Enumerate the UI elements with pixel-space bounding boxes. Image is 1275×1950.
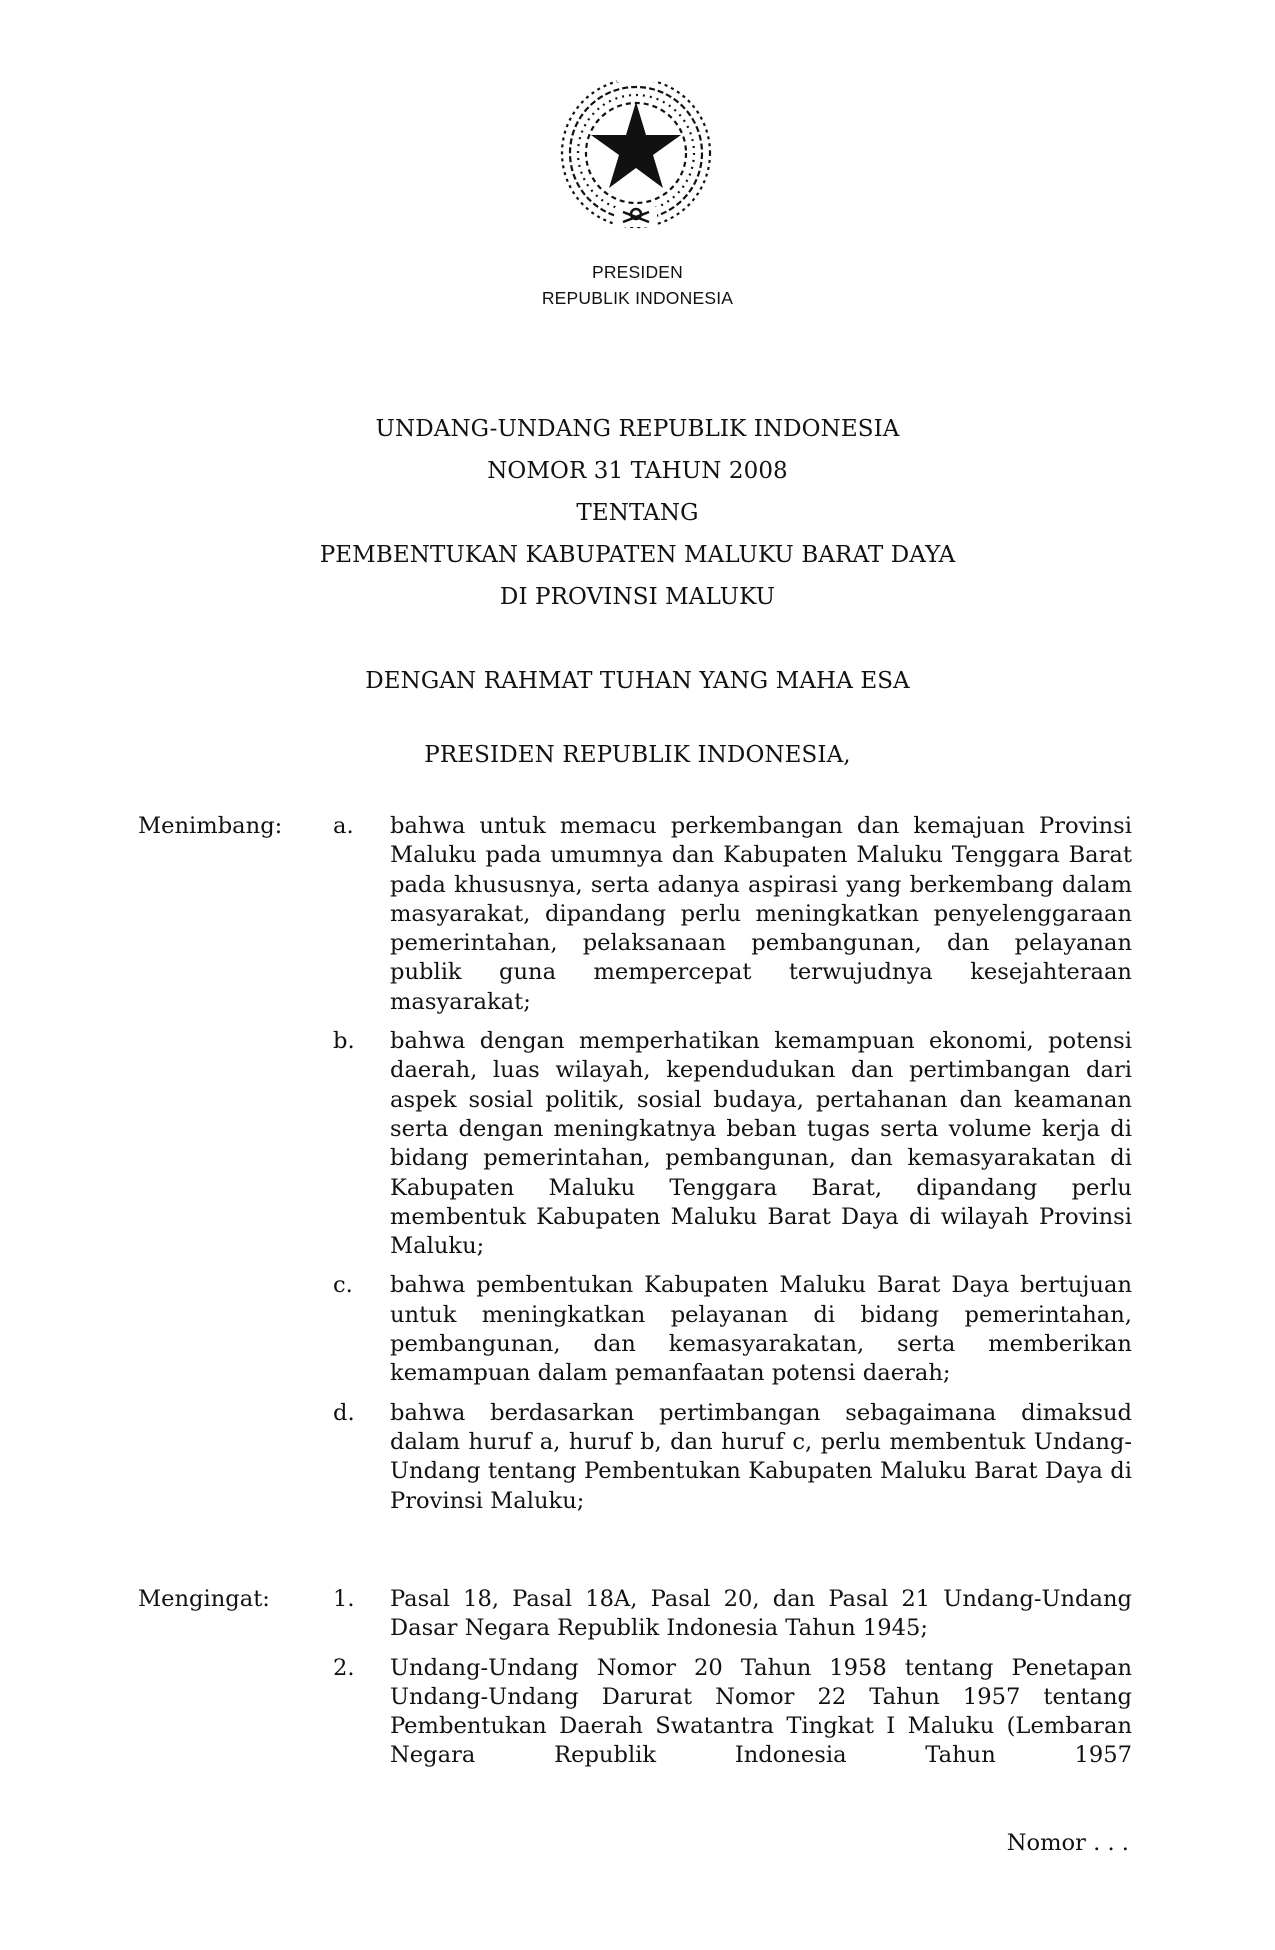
mengingat-item-2 (138, 1654, 1138, 1771)
title-number: NOMOR 31 TAHUN 2008 (487, 458, 788, 484)
item-text: bahwa pembentukan Kabupaten Maluku Barat Daya bertujuan untuk meningkatkan pelayanan di bidang pemerintahan, pembangunan, dan kemasyarakatan, serta memberikan kemampuan dalam pemanfaatan potensi daerah; (390, 1272, 1132, 1387)
letterhead-republic: REPUBLIK INDONESIA (541, 288, 734, 308)
menimbang-item-d (138, 1399, 1138, 1516)
item-marker: a. (333, 813, 354, 839)
item-marker: 2. (333, 1654, 355, 1681)
mengingat-section (138, 1585, 1138, 1781)
item-text: bahwa berdasarkan pertimbangan sebagaimana dimaksud dalam huruf a, huruf b, dan huruf c, perlu membentuk Undang-Undang tentang Pembentukan Kabupaten Maluku Barat Daya di Provinsi Maluku; (390, 1399, 1132, 1514)
page-continuation: Nomor . . . (1006, 1830, 1129, 1856)
item-text: Undang-Undang Nomor 20 Tahun 1958 tentang Penetapan Undang-Undang Darurat Nomor 22 Tahun 1957 tentang Pembentukan Daerah Swatantra Tingkat I Maluku (Lembaran Negara Republik Indonesia Tahun 1957 (390, 1654, 1132, 1769)
mengingat-item-1 (138, 1585, 1138, 1644)
item-marker: c. (333, 1272, 353, 1299)
title-about: TENTANG (576, 500, 699, 526)
title-province: DI PROVINSI MALUKU (499, 584, 776, 610)
garuda-star-wreath-emblem-icon (555, 72, 717, 234)
title-subject: PEMBENTUKAN KABUPATEN MALUKU BARAT DAYA (319, 542, 956, 568)
mengingat-label: Mengingat: (138, 1586, 270, 1612)
item-marker: d. (333, 1399, 355, 1426)
item-marker: 1. (333, 1586, 355, 1612)
menimbang-item-c (138, 1271, 1138, 1388)
menimbang-item-b (138, 1027, 1138, 1261)
item-marker: b. (333, 1028, 355, 1055)
menimbang-item-a (138, 812, 1138, 1017)
president-heading: PRESIDEN REPUBLIK INDONESIA, (424, 742, 851, 768)
letterhead-president: PRESIDEN (591, 262, 684, 282)
item-text: bahwa dengan memperhatikan kemampuan ekonomi, potensi daerah, luas wilayah, kependudukan dan pertimbangan dari aspek sosial politik, sosial budaya, pertahanan dan keamanan serta dengan meningkatnya beban tugas serta volume kerja di bidang pemerintahan, pembangunan, dan kemasyarakatan di Kabupaten Maluku Tenggara Barat, dipandang perlu membentuk Kabupaten Maluku Barat Daya di wilayah Provinsi Maluku; (390, 1028, 1132, 1260)
menimbang-label: Menimbang: (138, 813, 283, 839)
title-law: UNDANG-UNDANG REPUBLIK INDONESIA (375, 416, 900, 442)
menimbang-section (138, 812, 1138, 1526)
invocation: DENGAN RAHMAT TUHAN YANG MAHA ESA (365, 668, 910, 694)
item-text: Pasal 18, Pasal 18A, Pasal 20, dan Pasal 21 Undang-Undang Dasar Negara Republik Indonesia Tahun 1945; (390, 1586, 1132, 1642)
item-text: bahwa untuk memacu perkembangan dan kemajuan Provinsi Maluku pada umumnya dan Kabupaten Maluku Tenggara Barat pada khususnya, serta adanya aspirasi yang berkembang dalam masyarakat, dipandang perlu meningkatkan penyelenggaraan pemerintahan, pelaksanaan pembangunan, dan pelayanan publik guna mempercepat terwujudnya kesejahteraan masyarakat; (390, 813, 1132, 1015)
